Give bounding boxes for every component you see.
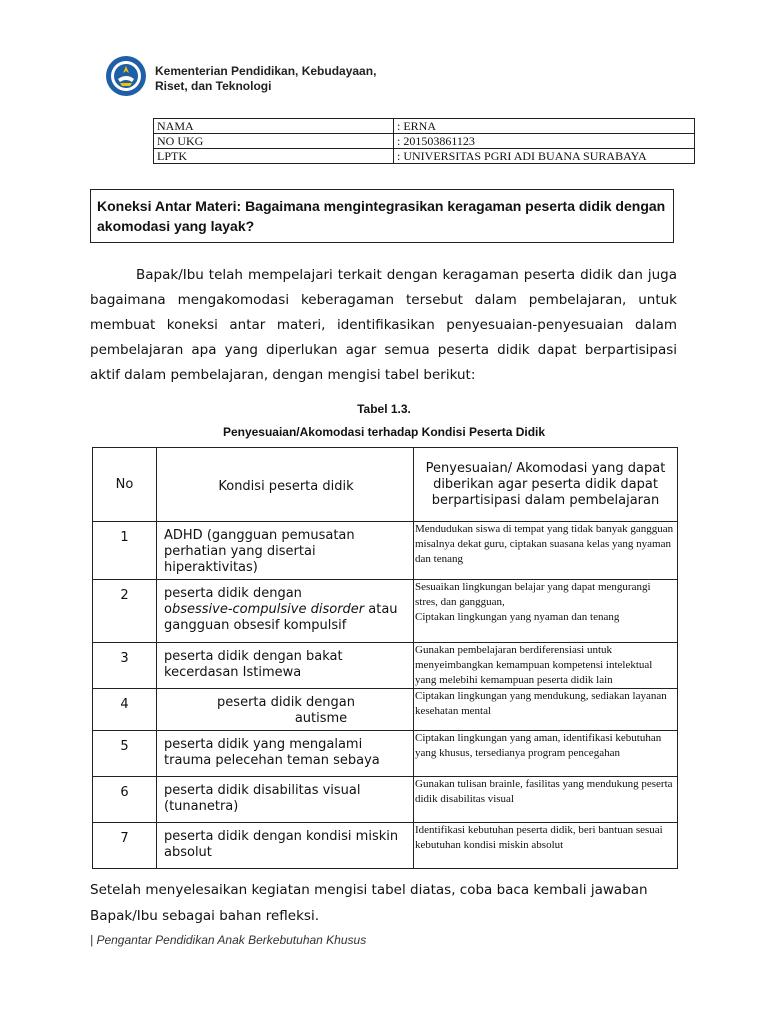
row-no: 5	[93, 731, 157, 777]
table-row	[93, 643, 678, 689]
ministry-line-2: Riset, dan Teknologi	[155, 79, 272, 93]
kondisi-part: peserta didik dengan	[164, 586, 302, 601]
row-penyesuaian: Ciptakan lingkungan yang aman, identifikasi kebutuhan yang khusus, tersedianya program pencegahan	[414, 731, 678, 777]
row-penyesuaian: Identifikasi kebutuhan peserta didik, beri bantuan sesuai kebutuhan kondisi miskin absolut	[414, 823, 678, 869]
row-kondisi: peserta didik yang mengalami trauma pelecehan teman sebaya	[157, 731, 414, 777]
identity-row	[154, 149, 695, 164]
row-no: 4	[93, 689, 157, 731]
row-no: 7	[93, 823, 157, 869]
row-penyesuaian	[414, 580, 678, 643]
row-kondisi: peserta didik disabilitas visual (tunanetra)	[157, 777, 414, 823]
kondisi-part: peserta didik dengan	[217, 695, 355, 710]
identity-key: NO UKG	[154, 134, 394, 149]
tut-wuri-handayani-logo	[105, 55, 147, 97]
penyesuaian-part: Ciptakan lingkungan yang nyaman dan tenang	[415, 611, 620, 623]
table-row	[93, 689, 678, 731]
row-kondisi: peserta didik dengan bakat kecerdasan Istimewa	[157, 643, 414, 689]
ministry-line-1: Kementerian Pendidikan, Kebudayaan,	[155, 64, 377, 78]
row-penyesuaian: Gunakan tulisan brainle, fasilitas yang mendukung peserta didik disabilitas visual	[414, 777, 678, 823]
intro-text: Bapak/Ibu telah mempelajari terkait dengan keragaman peserta didik dan juga bagaimana mengakomodasi keberagaman tersebut dalam pembelajaran, untuk membuat koneksi antar materi, identifikasikan penyesuaian-penyesuaian dalam pembelajaran apa yang diperlukan agar semua peserta didik dapat berpartisipasi aktif dalam pembelajaran, dengan mengisi tabel berikut:	[90, 267, 677, 383]
identity-value: : UNIVERSITAS PGRI ADI BUANA SURABAYA	[394, 149, 695, 164]
row-no: 2	[93, 580, 157, 643]
identity-table	[153, 118, 695, 164]
kondisi-part: atau gangguan obsesif kompulsif	[164, 602, 398, 633]
identity-key: NAMA	[154, 119, 394, 134]
row-no: 3	[93, 643, 157, 689]
row-kondisi	[157, 580, 414, 643]
table-subcaption: Penyesuaian/Akomodasi terhadap Kondisi Peserta Didik	[222, 425, 546, 439]
table-row	[93, 731, 678, 777]
ministry-name	[155, 64, 376, 94]
row-kondisi: peserta didik dengan kondisi miskin absolut	[157, 823, 414, 869]
kondisi-part: autisme	[294, 711, 348, 726]
header-kondisi: Kondisi peserta didik	[157, 448, 414, 522]
table-row	[93, 777, 678, 823]
page-footer: | Pengantar Pendidikan Anak Berkebutuhan Khusus	[90, 933, 367, 947]
identity-value: : 201503861123	[394, 134, 695, 149]
row-penyesuaian: Mendudukan siswa di tempat yang tidak banyak gangguan misalnya dekat guru, ciptakan suasana kelas yang nyaman dan tenang	[414, 522, 678, 580]
section-title: Koneksi Antar Materi: Bagaimana mengintegrasikan keragaman peserta didik dengan akomodasi yang layak?	[90, 189, 674, 243]
row-kondisi: ADHD (gangguan pemusatan perhatian yang disertai hiperaktivitas)	[157, 522, 414, 580]
penyesuaian-part: Sesuaikan lingkungan belajar yang dapat mengurangi stres, dan gangguan,	[415, 581, 651, 608]
table-row	[93, 522, 678, 580]
identity-value: : ERNA	[394, 119, 695, 134]
row-no: 6	[93, 777, 157, 823]
accommodation-table	[92, 447, 678, 869]
closing-paragraph: Setelah menyelesaikan kegiatan mengisi tabel diatas, coba baca kembali jawaban Bapak/Ibu sebagai bahan refleksi.	[90, 882, 648, 924]
intro-paragraph	[90, 263, 677, 388]
table-header-row	[93, 448, 678, 522]
row-kondisi	[157, 689, 414, 731]
kondisi-o-letter: o	[164, 602, 172, 617]
kondisi-italic: bsessive-compulsive disorder	[171, 602, 365, 617]
header-penyesuaian: Penyesuaian/ Akomodasi yang dapat diberikan agar peserta didik dapat berpartisipasi dalam pembelajaran	[414, 448, 678, 522]
table-row	[93, 580, 678, 643]
identity-row	[154, 119, 695, 134]
row-penyesuaian: Ciptakan lingkungan yang mendukung, sediakan layanan kesehatan mental	[414, 689, 678, 731]
header-no: No	[93, 448, 157, 522]
row-penyesuaian: Gunakan pembelajaran berdiferensiasi untuk menyeimbangkan kemampuan kompetensi intelektual yang melebihi kemampuan peserta didik lain	[414, 643, 678, 689]
identity-key: LPTK	[154, 149, 394, 164]
row-no: 1	[93, 522, 157, 580]
table-row	[93, 823, 678, 869]
identity-row	[154, 134, 695, 149]
table-caption: Tabel 1.3.	[357, 402, 411, 416]
